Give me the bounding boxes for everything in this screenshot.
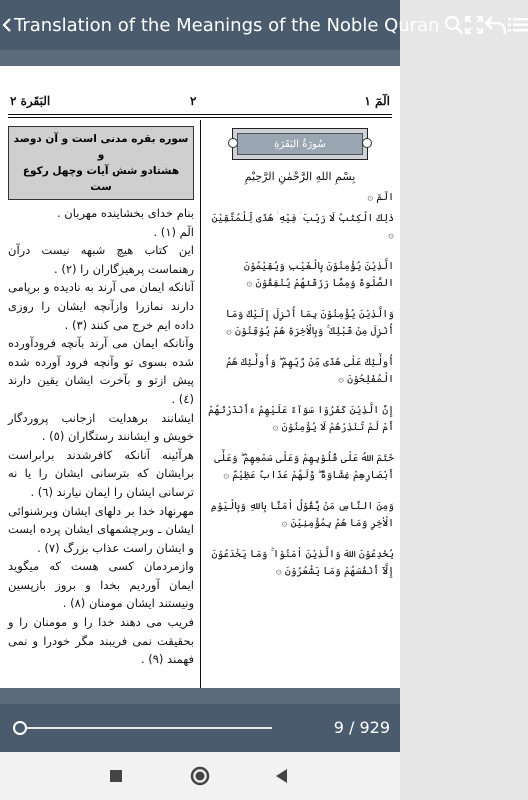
translation-paragraph: بنام خدای بخشاینده مهربان . xyxy=(57,206,194,220)
translation-paragraph: وآنانکه ایمان می آرند بآنچه فرودآورده شده بسوی تو وآنچه فرود آورده شده پیش ازتو و بآخرت ایشان یقین دارند (٤) . xyxy=(8,336,194,406)
ayah: الٓمٓ ۞ xyxy=(367,192,394,203)
page-header xyxy=(0,94,400,112)
surah-info-line-1: سوره بقره مدنی است و آن دوصد و xyxy=(13,133,189,161)
triangle-back-icon[interactable] xyxy=(272,766,292,786)
translation-paragraph: آنانکه ایمان می آرند به ناديده و برپامی دارند نمازرا وازآنچه ایشان را روزی داده ایم خرج می کنند (٣) . xyxy=(8,280,194,332)
translation-text xyxy=(8,204,194,669)
surah-info-line-2: هشتادو شش آیات وچهل رکوع ست xyxy=(22,165,180,193)
header-surah-left: البَقَرة ٢ xyxy=(10,94,51,108)
circle-home-icon[interactable] xyxy=(190,766,210,786)
square-recents-icon[interactable] xyxy=(106,766,126,786)
bottom-divider-bar xyxy=(0,688,400,704)
header-page-number: ٢ xyxy=(190,94,197,108)
translation-column xyxy=(8,122,194,669)
translation-paragraph: ایشانند برهدایت ازجانب پروردگار خويش و ایشانند رستگاران (٥) . xyxy=(8,410,194,444)
surah-title-frame xyxy=(232,128,368,160)
page-counter: 9 / 929 xyxy=(333,718,390,737)
surah-info-box xyxy=(8,126,194,200)
basmala: بِسْمِ اللهِ الرَّحْمٰنِ الرَّحِيْمِ xyxy=(244,170,356,183)
translation-paragraph: وازمردمان کسی هست که میگوید ایمان آوردیم بخدا و بروز بازپسین ونیستند ایشان مومنان (٨) . xyxy=(8,559,194,611)
top-divider-bar xyxy=(0,50,400,66)
translation-paragraph: این کتاب هیچ شبهه نیست درآن رهنماست پرهیزگاران را (٢) . xyxy=(8,243,194,276)
surah-title: سُورَةُ البَقَرَةِ xyxy=(237,133,363,155)
header-rule-2 xyxy=(8,117,392,118)
ayah: وَالَّذِيْنَ يُؤْمِنُوْنَ بِمَا أُنْزِلَ إِلَيْكَ وَمَا أُنْزِلَ مِنْ قَبْلِكَ ۚ وَبِالْاٰخِرَةِ هُمْ يُوْقِنُوْنَ ۞ xyxy=(225,309,394,337)
translation-paragraph: مهرنهاد خدا بر دلهای ایشان وبرشنوائی ایشان ـ وبرچشمهای ایشان پرده ایست و ایشان راست عذاب بزرگ (٧) . xyxy=(8,503,194,555)
ayah: خَتَمَ اللهُ عَلٰى قُلُوْبِهِمْ وَعَلٰى سَمْعِهِمْ ۖ وَعَلٰٓى أَبْصَارِهِمْ غِشَاوَةٌ ۖ وَّلَهُمْ عَذَابٌ عَظِيْمٌ ۞ xyxy=(214,453,394,481)
ayah: يُخٰدِعُوْنَ اللهَ وَالَّذِيْنَ اٰمَنُوْا ۚ وَمَا يَخْدَعُوْنَ إِلَّآ أَنْفُسَهُمْ وَمَا يَشْعُرُوْنَ ۞ xyxy=(211,549,394,577)
back-arrow-icon[interactable] xyxy=(0,13,14,38)
app-title: Translation of the Meanings of the Noble Quran xyxy=(14,14,440,36)
header-juz-right: الٓمٓ ١ xyxy=(364,94,390,108)
header-rule xyxy=(8,114,392,115)
arabic-column xyxy=(206,122,394,594)
ayah: ذٰلِكَ الْكِتٰبُ لَا رَيْبَ ۛ فِيْهِ ۛ هُدًى لِّلْمُتَّقِيْنَ ۞ xyxy=(211,213,394,241)
undo-icon[interactable] xyxy=(484,0,508,50)
ornament-icon xyxy=(362,138,372,148)
system-nav-bar xyxy=(0,752,400,800)
ayah: وَمِنَ النَّاسِ مَنْ يَّقُوْلُ اٰمَنَّا بِاللهِ وَبِالْيَوْمِ الْاٰخِرِ وَمَا هُمْ بِمُؤْمِنِيْنَ ۞ xyxy=(210,501,394,529)
list-menu-icon[interactable] xyxy=(508,0,528,50)
translation-paragraph: الٓم (١) . xyxy=(153,224,194,239)
app-bar xyxy=(0,0,440,50)
translation-paragraph: هرآئینه آنانکه کافرشدند برابراست برایشان که بترسانی ایشان را یا نه ترسانی ایشان را ایمان نیارند (٦) . xyxy=(8,447,194,499)
ayah: الَّذِيْنَ يُؤْمِنُوْنَ بِالْغَيْبِ وَيُقِيْمُوْنَ الصَّلٰوةَ وَمِمَّا رَزَقْنٰهُمْ يُنْفِقُوْنَ ۞ xyxy=(243,261,394,289)
search-icon[interactable] xyxy=(444,0,464,50)
book-page[interactable] xyxy=(0,66,400,688)
column-divider xyxy=(200,120,201,740)
fullscreen-icon[interactable] xyxy=(464,0,484,50)
seek-track[interactable] xyxy=(18,727,272,729)
page-seekbar xyxy=(0,704,400,752)
ayah: أُولٰٓئِكَ عَلٰى هُدًى مِّنْ رَّبِّهِمْ ۖ وَأُولٰٓئِكَ هُمُ الْمُفْلِحُوْنَ ۞ xyxy=(225,357,394,385)
seek-thumb[interactable] xyxy=(13,721,27,735)
ayah: إِنَّ الَّذِيْنَ كَفَرُوْا سَوَآءٌ عَلَيْهِمْ ءَأَنْذَرْتَهُمْ أَمْ لَمْ تُنْذِرْهُمْ لَا يُؤْمِنُوْنَ ۞ xyxy=(208,405,394,433)
translation-paragraph: فریب می دهند خدا را و مومنان را و بحقیقت نمی فریبند مگر خودرا و نمی فهمند (٩) . xyxy=(8,615,194,667)
